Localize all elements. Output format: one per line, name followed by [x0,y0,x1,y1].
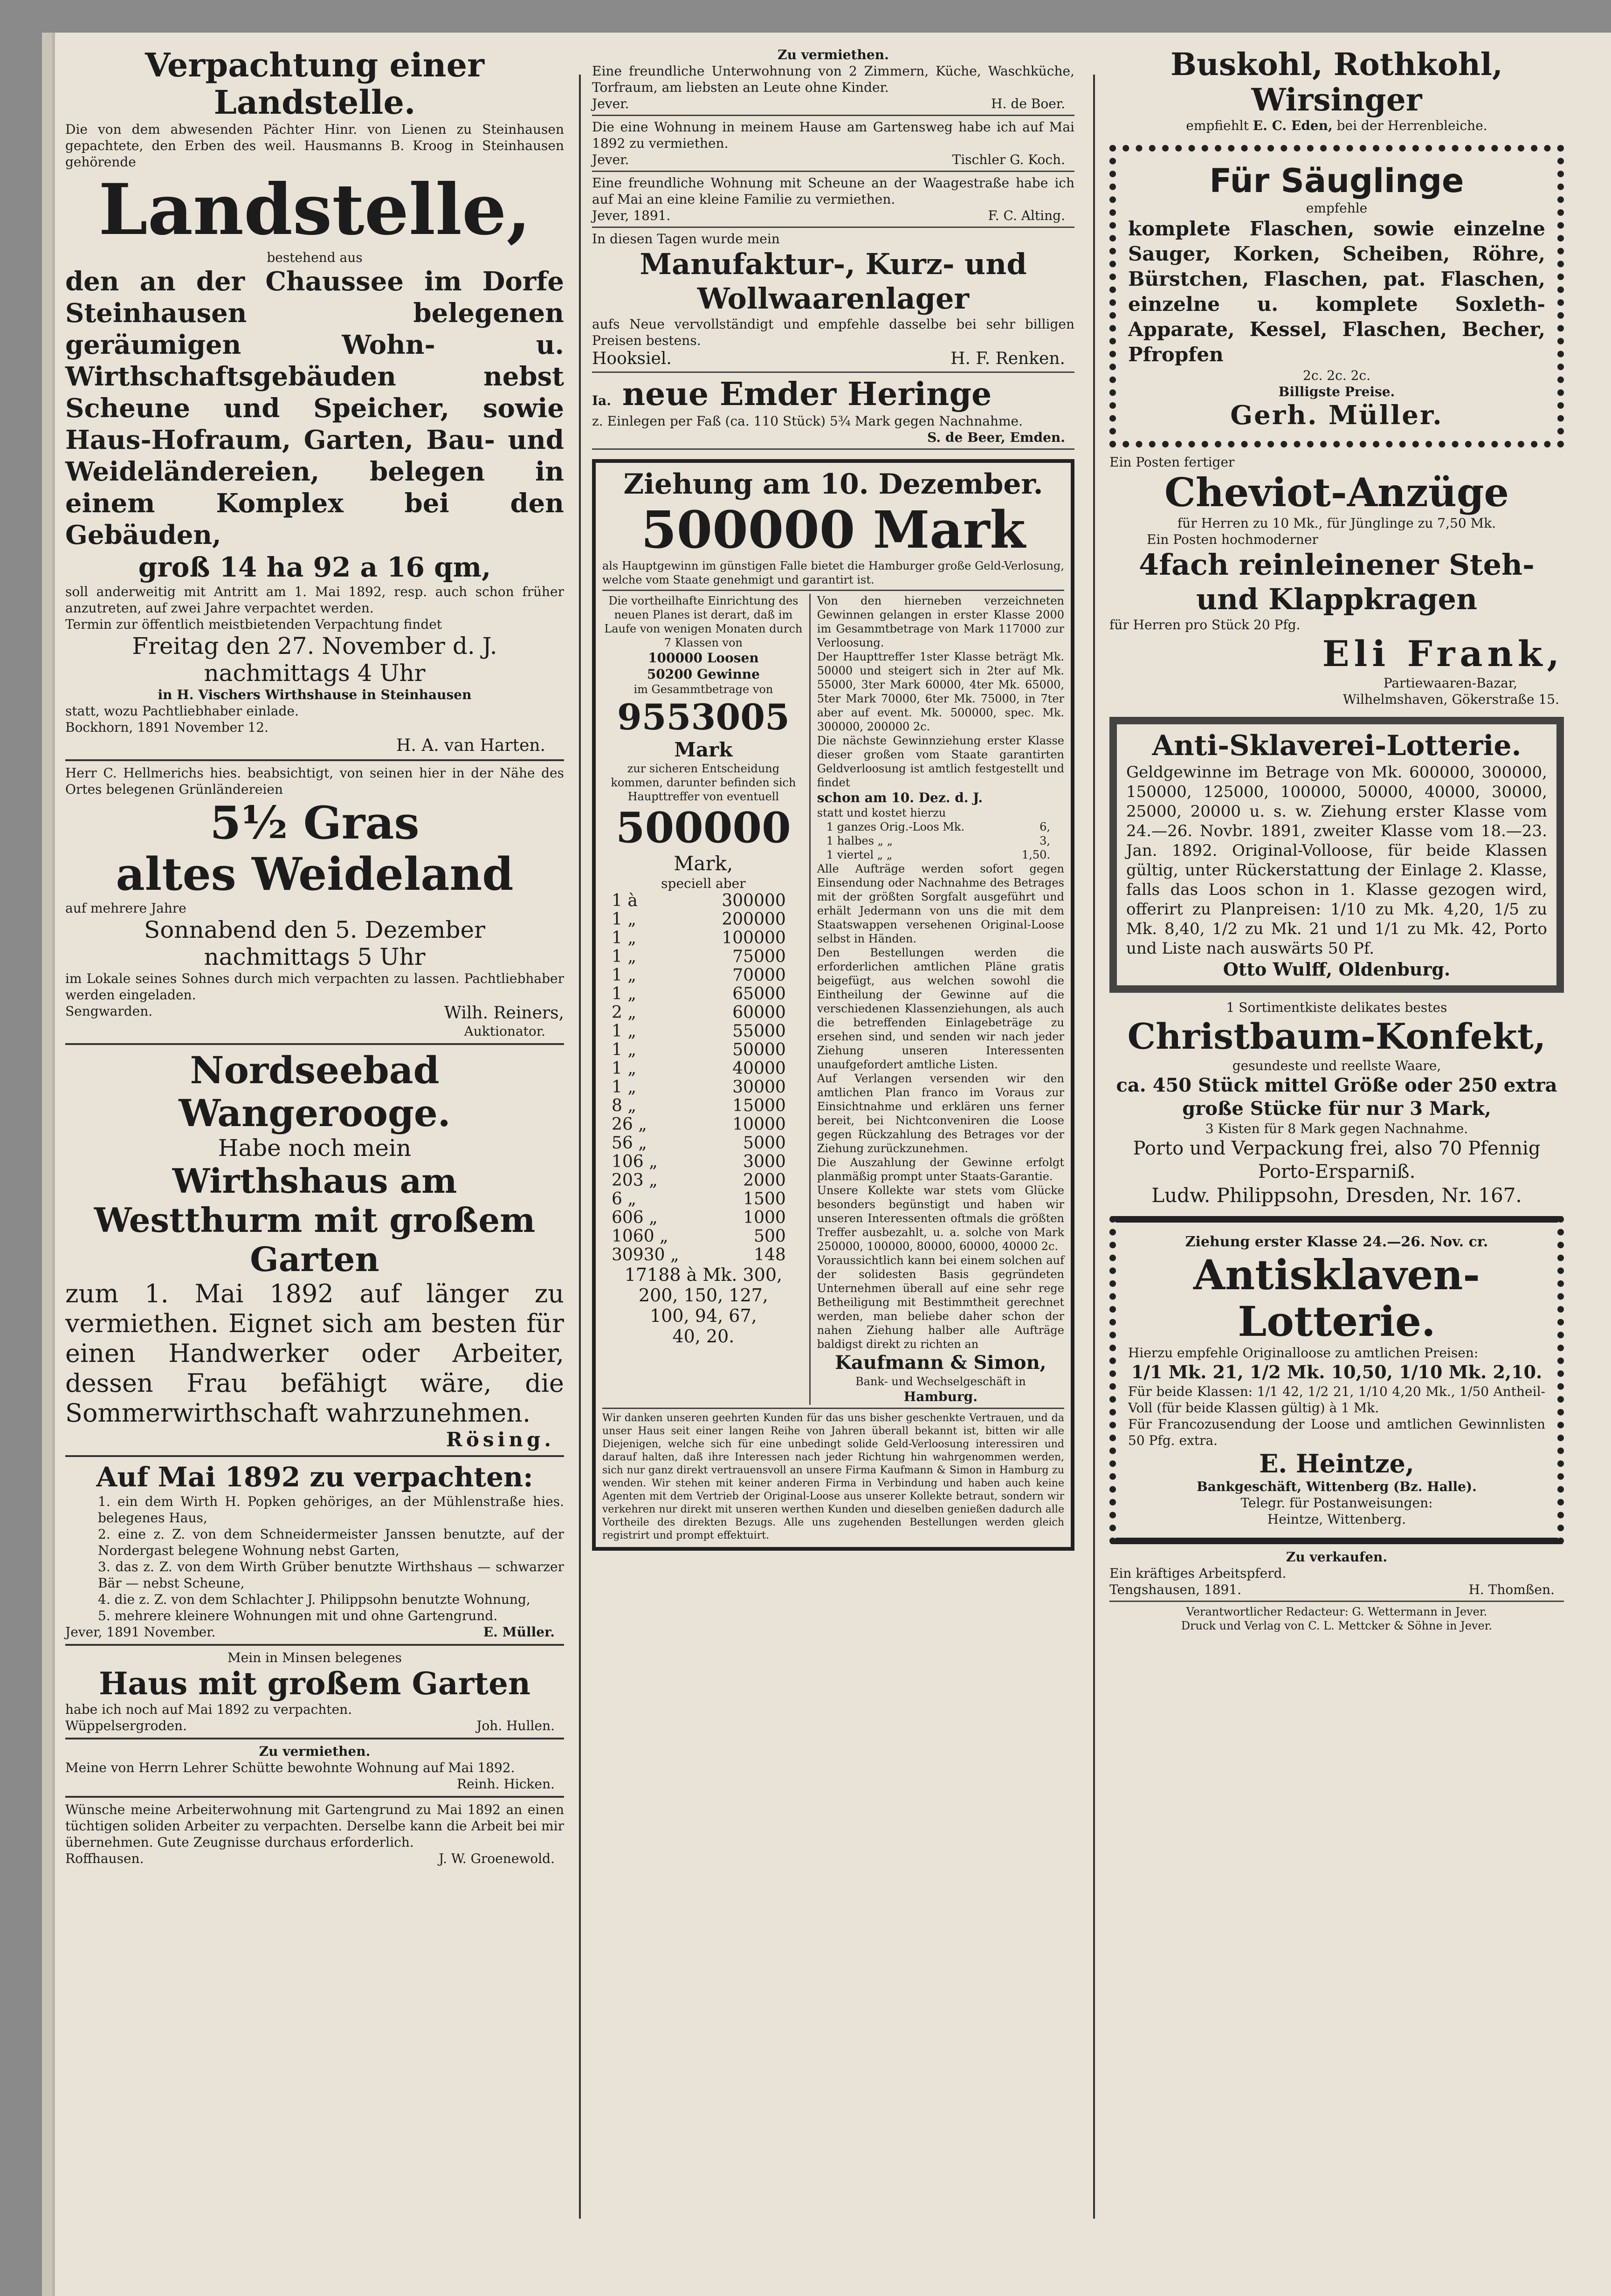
lottery-left [602,594,811,1405]
ad-signer: E. Heintze, [1259,1449,1414,1478]
prize-count: 30930 „ [612,1245,679,1265]
lottery-tail: 40, 20. [672,1326,735,1347]
prize-amount: 40000 [732,1059,786,1078]
ad-cheviot [1109,454,1564,708]
ad-separator [592,227,1074,228]
ad-text: 2c. 2c. 2c. [1303,368,1370,383]
ad-big-title: Haus mit großem Garten [99,1665,530,1702]
ad-text: Wilhelmshaven, Gökerstraße 15. [1342,692,1559,707]
lottery-text: Alle Aufträge werden sofort gegen Einsendung oder Nachnahme des Betrages mit der größten Sorgfalt ausgeführt und erhält Jedermann von uns die mit dem Staatswappen versehenen Original-Loose selbst in Händen. [817,862,1064,945]
lottery-body [602,594,1064,1405]
prize-count: 106 „ [612,1152,658,1171]
lottery-text: Unsere Kollekte war stets vom Glücke besonders begünstigt und haben wir unseren Interessenten oftmals die größten Treffer ausbezahlt, u. a. solche von Mark 250000, 100000, 80000, 60000, 40000 2c. [817,1184,1064,1253]
ad-text: Geldgewinne im Betrage von Mk. 600000, 300000, 150000, 125000, 100000, 50000, 40000, 30000, 25000, 20000 u. s. w. Ziehung erster Klasse vom 24.—26. Novbr. 1891, zweiter Klasse vom 18.—23. Jan. 1892. Original-Volloose, für beide Klassen gültig, unter Rückerstattung der Einlage 2. Klasse, falls das Loos schon in 1. Klasse gezogen wird, offerirt zu Planpreisen: 1/10 zu Mk. 4,20, 1/5 zu Mk. 8,40, 1/2 zu Mk. 21 und 1/1 zu Mk. 42, Porto und Liste nach auswärts 50 Pf. [1126,763,1547,958]
prize-amount: 15000 [732,1096,786,1115]
ad-text: empfehle [1306,200,1368,216]
prize-count: 1 „ [612,947,636,966]
ad-text: 1 Sortimentkiste delikates bestes [1226,1000,1447,1015]
lottery-right [817,594,1064,1405]
ad-text: Ein kräftiges Arbeitspferd. [1109,1566,1287,1581]
ad-text: komplete Flaschen, sowie einzelne Sauger, Korken, Scheiben, Röhre, Bürstchen, Flaschen, pat. Flaschen, einzelne u. komplete Soxleth-Apparate, Kessel, Flaschen, Becher, Pfropfen [1128,217,1545,366]
ad-hamburger-lotterie [592,459,1074,1551]
price-row [817,834,1064,848]
ad-separator [602,590,1064,591]
prize-count: 1 „ [612,1059,636,1078]
ad-heading: Zu verkaufen. [1286,1549,1388,1565]
lottery-jackpot: 500000 Mark [641,500,1026,560]
ad-text: Termin zur öffentlich meistbietenden Verpachtung findet [65,617,442,632]
ad-place: Roffhausen. [65,1851,144,1866]
ad-dateline: Jever, 1891 November. [65,1624,216,1640]
ad-prices: 1/1 Mk. 21, 1/2 Mk. 10,50, 1/10 Mk. 2,10. [1131,1361,1542,1382]
column-right [1109,47,1564,1633]
prize-row [602,1246,805,1265]
ad-separator [65,759,564,761]
ad-text: für Herren zu 10 Mk., für Jünglinge zu 7,50 Mk. [1177,516,1496,531]
ad-place: Sengwarden. [65,1004,153,1019]
prize-count: 1060 „ [612,1227,668,1246]
ad-place: Hooksiel. [592,349,672,368]
ad-text: Herr C. Hellmerichs hies. beabsichtigt, von seinen hier in der Nähe des Ortes belegenen Grünländereien [65,765,564,797]
ad-size: groß 14 ha 92 a 16 qm, [138,551,491,583]
lottery-text: Von den hierneben verzeichneten Gewinnen gelangen in erster Klasse 2000 im Gesammtbetrage von Mark 117000 zur Verloosung. [817,594,1064,649]
ad-text: Porto und Verpackung frei, also 70 Pfennig Porto-Ersparniß. [1133,1138,1541,1182]
prize-count: 1 à [612,891,638,910]
ad-text: Eine freundliche Wohnung mit Scheune an der Waagestraße habe ich auf Mai an eine kleine Familie zu vermiethen. [592,175,1074,207]
ad-signature-row [65,1003,564,1023]
ad-signature-row [592,349,1074,369]
ad-signer: Wilh. Reiners, [444,1004,564,1023]
ad-text: zum 1. Mai 1892 auf länger zu vermiethen. Eignet sich am besten für einen Handwerker oder Arbeiter, dessen Frau befähigt wäre, die Sommerwirthschaft wahrzunehmen. [65,1279,564,1428]
prize-amount: 148 [754,1245,786,1265]
ad-signer: Reinh. Hicken. [457,1776,555,1792]
list-item: 4. die z. Z. von dem Schlachter J. Philippsohn benutzte Wohnung, [98,1592,530,1607]
prize-row [602,929,805,948]
ad-signature-row [592,96,1074,112]
column-middle [592,47,1074,1551]
ad-arbeiterwohnung [65,1801,564,1867]
ad-signer: F. C. Alting. [988,208,1065,223]
ad-unterwohnung [592,47,1074,112]
ad-signer: H. A. van Harten. [396,736,545,755]
prize-row [602,1115,805,1134]
prize-amount: 500 [754,1227,786,1246]
ad-alting [592,175,1074,224]
lottery-firm: Kaufmann & Simon, [835,1352,1046,1374]
lottery-text: Die vortheilhafte Einrichtung des neuen Planes ist derart, daß im Laufe von wenigen Monaten durch 7 Klassen von [604,594,803,649]
ad-text: Die von dem abwesenden Pächter Hinr. von Lienen zu Steinhausen gepachtete, den Erben des weil. Hausmanns B. Kroog in Steinhausen gehörende [65,122,564,170]
ad-signature-row [1109,1581,1564,1598]
prize-row [602,892,805,910]
prize-row [602,910,805,929]
ad-anti-sklaverei [1109,717,1564,993]
price-amount: 3, [1040,834,1050,847]
ad-text: gesundeste und reellste Waare, [1232,1058,1441,1073]
prize-amount: 30000 [732,1078,786,1097]
ad-text: Für Francozusendung der Loose und amtlichen Gewinnlisten 50 Pfg. extra. [1128,1416,1545,1448]
lottery-tail: 17188 à Mk. 300, [624,1265,783,1285]
ad-time: nachmittags 5 Uhr [204,943,426,970]
lottery-text: Den Bestellungen werden die erforderlichen amtlichen Pläne gratis beigefügt, aus welchen sowohl die Eintheilung der Gewinne auf die verschiedenen Klassenziehungen, als auch die betreffenden Einlagebeträge zu ersehen sind, und senden wir nach jeder Ziehung unseren Interessenten unaufgefordert amtliche Listen. [817,946,1064,1071]
prize-row [602,1078,805,1097]
ad-text: Für beide Klassen: 1/1 42, 1/2 21, 1/10 4,20 Mk., 1/50 Antheil-Voll (für beide Klassen gültig) à 1 Mk. [1128,1384,1545,1416]
ad-signature-row [65,1718,564,1734]
ad-big-title: Christbaum-Konfekt, [1127,1016,1546,1057]
ad-text: Bankgeschäft, Wittenberg (Bz. Halle). [1197,1479,1477,1494]
ad-place: in H. Vischers Wirthshause in Steinhausen [158,687,472,702]
prize-count: 1 „ [612,1040,636,1059]
ad-text: bestehend aus [267,250,363,265]
prize-row [602,1097,805,1115]
ad-big-title: neue Emder Heringe [622,376,992,413]
prize-amount: 70000 [732,966,786,985]
prize-row [602,1059,805,1078]
lottery-text: Die nächste Gewinnziehung erster Klasse dieser großen vom Staate garantirten Geldverloosung ist amtlich festgestellt und findet [817,734,1064,789]
column-rule [579,75,581,2219]
ad-signer: Rösing. [446,1428,555,1451]
ad-signature-row [592,207,1074,224]
prize-amount: 2000 [743,1171,786,1190]
imprint-editor: Verantwortlicher Redacteur: G. Wettermann in Jever. [1186,1605,1487,1618]
prize-list [602,892,805,1265]
column-left [65,47,564,1867]
ad-text: 3 Kisten für 8 Mark gegen Nachnahme. [1205,1121,1468,1136]
ad-heading: Verpachtung einer Landstelle. [145,46,484,122]
lottery-tail: 200, 150, 127, [638,1285,768,1306]
ad-text: Die eine Wohnung in meinem Hause am Gartensweg habe ich auf Mai 1892 zu vermiethen. [592,119,1074,151]
ad-big-title: Manufaktur-, Kurz- und Wollwaarenlager [640,247,1027,316]
list-item: 1. ein dem Wirth H. Popken gehöriges, an der Mühlenstraße hies. belegenes Haus, [98,1494,564,1526]
ad-big-title: 5½ Gras [210,797,420,849]
ad-heading: Zu vermiethen. [778,47,889,62]
lottery-lose: 100000 Loosen [648,650,759,666]
prize-count: 1 „ [612,910,636,929]
ad-place: Jever. [592,152,629,167]
prize-amount: 10000 [732,1115,786,1134]
prize-amount: 1500 [743,1189,786,1209]
ad-antisklaven-lotterie [1109,1216,1564,1544]
ad-big-title: Landstelle, [98,169,531,251]
ad-separator [592,115,1074,116]
prize-amount: 50000 [732,1040,786,1059]
lottery-mark: Mark [674,738,733,761]
ad-separator [592,171,1074,172]
ad-wangerooge [65,1049,564,1451]
ad-signer: Otto Wulff, Oldenburg. [1223,959,1451,980]
lottery-date: schon am 10. Dez. d. J. [817,790,983,805]
ad-signature-row [65,1850,564,1867]
ad-text: für Herren pro Stück 20 Pfg. [1109,617,1301,632]
ad-text: Habe noch mein [218,1134,412,1162]
ad-heading: Auf Mai 1892 zu verpachten: [96,1461,533,1493]
ad-text: aufs Neue vervollständigt und empfehle dasselbe bei sehr billigen Preisen bestens. [592,316,1074,348]
ad-zu-verkaufen [1109,1549,1564,1598]
ad-text: habe ich noch auf Mai 1892 zu verpachten. [65,1702,352,1717]
prize-row [602,1004,805,1022]
ad-heading: Für Säuglinge [1209,162,1464,200]
prize-amount: 3000 [743,1152,786,1171]
ad-text: Eine freundliche Unterwohnung von 2 Zimmern, Küche, Waschküche, Torfraum, am liebsten an Leute ohne Kinder. [592,63,1074,95]
price-list [817,820,1064,862]
ad-text: In diesen Tagen wurde mein [592,231,780,247]
lottery-firm-city: Hamburg. [903,1389,978,1404]
prize-count: 2 „ [612,1003,636,1022]
ad-big-title: Cheviot-Anzüge [1164,469,1509,516]
lottery-total: 9553005 [617,696,790,738]
prize-amount: 55000 [732,1022,786,1041]
ad-separator [602,1408,1064,1409]
ad-text: Heintze, Wittenberg. [1267,1512,1406,1527]
ad-place: Tengshausen, 1891. [1109,1582,1242,1597]
price-label: 1 ganzes Orig.-Loos Mk. [826,820,965,833]
lottery-text: Die Auszahlung der Gewinne erfolgt planmäßig prompt unter Staats-Garantie. [817,1156,1064,1183]
ad-date: Sonnabend den 5. Dezember [144,916,486,943]
ad-text: Wünsche meine Arbeiterwohnung mit Gartengrund zu Mai 1892 an einen tüchtigen soliden Arbeiter zu verpachten. Derselbe kann die Arbeit bei mir übernehmen. Gute Zeugnisse durchaus erforderlich. [65,1802,564,1850]
lottery-text: statt und kostet hierzu [817,806,946,819]
ad-manufaktur [592,231,1074,369]
ad-signer: Gerh. Müller. [1230,400,1443,431]
list-item: 2. eine z. Z. von dem Schneidermeister Janssen benutzte, auf der Nordergast belegene Wohnung nebst Garten, [98,1526,564,1558]
prize-count: 56 „ [612,1134,647,1153]
prize-count: 1 „ [612,984,636,1004]
ad-signer: S. de Beer, Emden. [927,430,1065,445]
lottery-tail: 100, 94, 67, [650,1306,757,1326]
list-item: 5. mehrere kleinere Wohnungen mit und ohne Gartengrund. [98,1608,498,1623]
ad-koch [592,119,1074,168]
ad-role: Auktionator. [464,1024,545,1039]
lottery-firm-desc: Bank- und Wechselgeschäft in [855,1375,1026,1388]
ad-item-list [65,1493,564,1624]
price-row [817,820,1064,834]
prize-count: 1 „ [612,1078,636,1097]
prize-row [602,1041,805,1059]
ad-text: auf mehrere Jahre [65,901,186,916]
lottery-gewinne: 50200 Gewinne [647,667,760,682]
ad-heading: Anti-Sklaverei-Lotterie. [1152,729,1522,762]
ad-text: Hierzu empfehle Originalloose zu amtlichen Preisen: [1128,1345,1479,1361]
price-amount: 1,50. [1021,848,1050,861]
list-item: 3. das z. Z. von dem Wirth Grüber benutzte Wirthshaus — schwarzer Bär — nebst Scheune, [98,1559,564,1591]
column-rule [1093,75,1095,2219]
prize-count: 6 „ [612,1189,636,1209]
page-edge [42,33,54,2296]
prize-amount: 300000 [722,891,786,910]
ad-text: Meine von Herrn Lehrer Schütte bewohnte Wohnung auf Mai 1892. [65,1760,515,1775]
ad-signer: H. F. Renken. [950,349,1065,368]
ad-description: den an der Chaussee im Dorfe Steinhausen belegenen geräumigen Wohn- u. Wirthschaftsgebäuden nebst Scheune und Speicher, sowie Haus-Hofraum, Garten, Bau- und Weideländereien, belegen in einem Komplex bei den Gebäuden, [65,266,564,550]
ad-haus-garten [65,1650,564,1734]
lottery-text: Der Haupttreffer 1ster Klasse beträgt Mk. 50000 und steigert sich in 2ter auf Mk. 55000, 3ter Mark 60000, 4ter Mk. 65000, 5ter Mark 70000, 6ter Mk. 75000, in 7ter aber auf event. Mk. 500000, spec. Mk. 300000, 200000 2c. [817,650,1064,733]
prize-row [602,1153,805,1171]
ad-signer: H. de Boer. [991,96,1065,111]
ad-separator [65,1738,564,1739]
ad-text: Partiewaaren-Bazar, [1383,675,1517,691]
prize-row [602,1209,805,1227]
lottery-text: Voraussichtlich kann bei einem solchen auf der solidesten Basis gegründeten Unternehmen überall auf eine sehr rege Betheiligung mit Bestimmtheit gerechnet werden, man beliebe daher schon der nahen Ziehung halber alle Aufträge baldigst direkt zu richten an [817,1254,1064,1351]
ad-buskohl [1109,47,1564,134]
ad-price: Billigste Preise. [1278,384,1395,399]
ad-mai-verpachten [65,1461,564,1640]
imprint-publisher: Druck und Verlag von C. L. Mettcker & Söhne in Jever. [1181,1619,1493,1632]
ad-big-title: Antisklaven-Lotterie. [1193,1251,1480,1346]
ad-dateline: Bockhorn, 1891 November 12. [65,720,268,735]
price-amount: 6, [1040,820,1050,833]
ad-text: Mein in Minsen belegenes [227,1650,402,1665]
prize-count: 1 „ [612,966,636,985]
ad-time: nachmittags 4 Uhr [204,660,426,687]
prize-amount: 65000 [732,984,786,1004]
ad-text: empfiehlt [1186,118,1249,133]
ad-signer: J. W. Groenewold. [439,1851,555,1866]
prize-amount: 75000 [732,947,786,966]
ad-zu-vermiethen-hicken [65,1743,564,1792]
ad-signature-row [592,151,1074,168]
prize-row [602,1134,805,1153]
ad-heringe [592,376,1074,446]
prize-count: 1 „ [612,1022,636,1041]
ad-big-title: Wirthshaus am Westthurm mit großem Garten [94,1161,536,1279]
prize-row [602,966,805,985]
ad-text: im Lokale seines Sohnes durch mich verpachten zu lassen. Pachtliebhaber werden eingeladen. [65,971,564,1003]
lottery-text: Auf Verlangen versenden wir den amtlichen Plan franco im Voraus zur Einsichtnahme und erklären uns ferner bereit, bei Nichtconveniren die Loose gegen Rückzahlung des Betrages vor der Ziehung zurückzunehmen. [817,1072,1064,1155]
lottery-text: im Gesammtbetrage von [633,683,773,696]
ad-place: Wüppelsergroden. [65,1718,187,1733]
ad-text: Ein Posten hochmoderner [1147,532,1318,547]
ad-big-title: 4fach reinleinener Steh- und Klappkragen [1139,548,1535,616]
lottery-footer: Wir danken unseren geehrten Kunden für das uns bisher geschenkte Vertrauen, und da unser Haus seit einer langen Reihe von Jahren überall bekannt ist, bitten wir alle Diejenigen, welche sich für eine unbedingt solide Geld-Verloosung interessiren und darauf halten, daß ihre Interessen nach jeder Richtung hin wahrgenommen werden, sich nur ganz direkt vertrauensvoll an unsere Firma Kaufmann & Simon in Hamburg zu wenden. Wir stehen mit keiner anderen Firma in Verbindung und haben auch keine Agenten mit dem Vertrieb der Original-Loose aus unserer Kollekte betraut, sondern wir verkehren nur direkt mit unseren werthen Kunden und dieselben genießen dadurch alle Vortheile des direkten Bezugs. Alle uns zugehenden Bestellungen werden gleich registrirt und prompt effektuirt. [602,1412,1064,1541]
price-label: 1 viertel „ „ [826,848,893,861]
lottery-heading: Ziehung am 10. Dezember. [623,468,1043,501]
ad-separator [65,1455,564,1457]
ad-text: bei der Herrenbleiche. [1336,118,1487,133]
ad-signer: Ludw. Philippsohn, Dresden, Nr. 167. [1151,1184,1522,1207]
ad-text: soll anderweitig mit Antritt am 1. Mai 1892, resp. auch schon früher anzutreten, auf zwei Jahre verpachtet werden. [65,584,564,616]
ad-signer: Eli Frank, [1322,633,1564,674]
prize-row [602,1190,805,1209]
prize-count: 1 „ [612,928,636,948]
ad-text: statt, wozu Pachtliebhaber einlade. [65,703,299,719]
ad-place: Jever. [592,96,629,111]
prize-amount: 5000 [743,1134,786,1153]
ad-text: Ein Posten fertiger [1109,454,1235,470]
ad-separator [1109,1601,1564,1602]
lottery-main: 500000 [616,803,791,852]
ad-text: z. Einlegen per Faß (ca. 110 Stück) 5¾ Mark gegen Nachnahme. [592,413,1023,429]
prize-amount: 1000 [743,1208,786,1227]
prize-count: 26 „ [612,1115,647,1134]
ad-separator [65,1796,564,1798]
prize-row [602,985,805,1004]
ad-separator [592,371,1074,373]
prize-row [602,1022,805,1041]
prize-amount: 60000 [732,1003,786,1022]
prize-row [602,948,805,966]
ad-gras [65,765,564,1039]
lottery-intro: als Hauptgewinn im günstigen Falle bietet die Hamburger große Geld-Verlosung, welche vom Staate genehmigt und garantirt ist. [602,559,1064,586]
ad-big-title: altes Weideland [116,848,514,901]
ad-saeuglinge [1109,145,1564,447]
ad-signer: Tischler G. Koch. [952,152,1065,167]
ad-separator [592,448,1074,450]
ad-firm: E. C. Eden, [1253,118,1333,133]
prize-row [602,1171,805,1190]
prize-count: 203 „ [612,1171,658,1190]
ad-text: ca. 450 Stück mittel Größe oder 250 extra große Stücke für nur 3 Mark, [1116,1074,1557,1120]
ad-christbaum-konfekt [1109,999,1564,1208]
lottery-text: zur sicheren Entscheidung kommen, darunter befinden sich Haupttreffer von eventuell [611,762,796,803]
ad-signer: H. Thomßen. [1468,1582,1555,1597]
ad-text: Telegr. für Postanweisungen: [1240,1495,1433,1511]
ad-signer: Joh. Hullen. [476,1718,555,1733]
imprint [1109,1605,1564,1633]
prize-count: 606 „ [612,1208,658,1227]
ad-prefix: Ia. [592,393,611,408]
ad-date: Freitag den 27. November d. J. [132,632,497,660]
prize-amount: 100000 [722,928,786,948]
ad-separator [65,1043,564,1045]
ad-signature-row [65,1624,564,1640]
ad-heading: Nordseebad Wangerooge. [179,1048,451,1135]
ad-signer: E. Müller. [483,1624,555,1640]
prize-count: 8 „ [612,1096,636,1115]
ad-separator [65,1644,564,1646]
price-row [817,848,1064,862]
ad-heading: Buskohl, Rothkohl, Wirsinger [1170,46,1503,118]
prize-amount: 200000 [722,910,786,929]
ad-place: Jever, 1891. [592,208,671,223]
ad-text: Ziehung erster Klasse 24.—26. Nov. cr. [1185,1234,1488,1250]
ad-verpachtung-landstelle [65,47,564,756]
ad-heading: Zu vermiethen. [259,1744,371,1759]
price-label: 1 halbes „ „ [826,834,893,847]
prize-row [602,1227,805,1246]
lottery-mark: Mark, [674,852,733,875]
lottery-text: speciell aber [661,876,746,891]
